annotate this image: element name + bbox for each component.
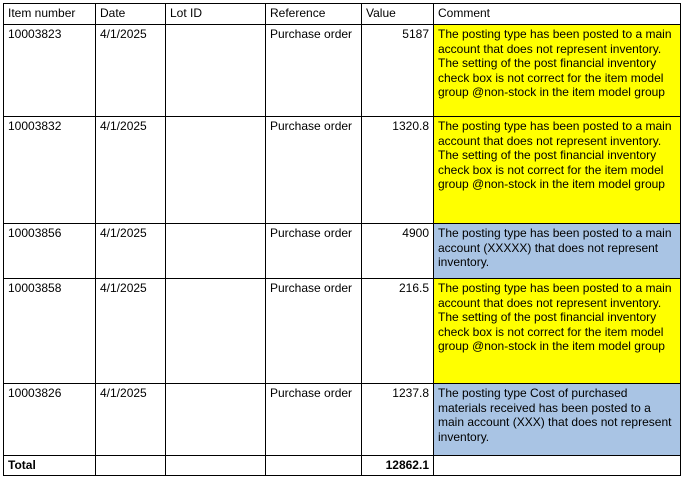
cell-total-comment (434, 456, 681, 476)
total-row (4, 456, 681, 476)
cell-comment: The posting type has been posted to a main account that does not represent inventory. The setting of the post financial inventory check box is not correct for the item model group @non-stock in the item model group (434, 25, 681, 117)
cell-item-number: 10003858 (4, 279, 96, 384)
cell-item-number: 10003856 (4, 224, 96, 279)
table-header (4, 4, 681, 25)
cell-value: 216.5 (362, 279, 434, 384)
cell-reference: Purchase order (266, 279, 362, 384)
cell-lot-id (166, 224, 266, 279)
cell-date: 4/1/2025 (96, 224, 166, 279)
cell-date: 4/1/2025 (96, 279, 166, 384)
cell-total-reference (266, 456, 362, 476)
table-row (4, 117, 681, 224)
table-row (4, 384, 681, 456)
cell-reference: Purchase order (266, 224, 362, 279)
cell-item-number: 10003823 (4, 25, 96, 117)
table-row (4, 25, 681, 117)
column-header-reference: Reference (266, 4, 362, 25)
cell-comment: The posting type has been posted to a main account that does not represent inventory. The setting of the post financial inventory check box is not correct for the item model group @non-stock in the item model group (434, 279, 681, 384)
cell-date: 4/1/2025 (96, 117, 166, 224)
table-body (4, 25, 681, 476)
column-header-date: Date (96, 4, 166, 25)
cell-item-number: 10003826 (4, 384, 96, 456)
column-header-lot-id: Lot ID (166, 4, 266, 25)
column-header-value: Value (362, 4, 434, 25)
cell-reference: Purchase order (266, 384, 362, 456)
table-row (4, 224, 681, 279)
cell-total-value: 12862.1 (362, 456, 434, 476)
cell-reference: Purchase order (266, 25, 362, 117)
table-row (4, 279, 681, 384)
cell-comment: The posting type Cost of purchased materials received has been posted to a main account (XXX) that does not represent inventory. (434, 384, 681, 456)
column-header-comment: Comment (434, 4, 681, 25)
cell-comment: The posting type has been posted to a main account (XXXXX) that does not represent inventory. (434, 224, 681, 279)
cell-date: 4/1/2025 (96, 25, 166, 117)
cell-value: 1320.8 (362, 117, 434, 224)
column-header-item-number: Item number (4, 4, 96, 25)
cell-total-label: Total (4, 456, 96, 476)
cell-value: 1237.8 (362, 384, 434, 456)
cell-value: 4900 (362, 224, 434, 279)
cell-comment: The posting type has been posted to a main account that does not represent inventory. The setting of the post financial inventory check box is not correct for the item model group @non-stock in the item model group (434, 117, 681, 224)
cell-lot-id (166, 384, 266, 456)
cell-value: 5187 (362, 25, 434, 117)
cell-lot-id (166, 279, 266, 384)
cell-lot-id (166, 25, 266, 117)
header-row (4, 4, 681, 25)
cell-lot-id (166, 117, 266, 224)
cell-total-lot-id (166, 456, 266, 476)
cell-date: 4/1/2025 (96, 384, 166, 456)
inventory-posting-table (3, 3, 681, 476)
cell-reference: Purchase order (266, 117, 362, 224)
cell-total-date (96, 456, 166, 476)
cell-item-number: 10003832 (4, 117, 96, 224)
